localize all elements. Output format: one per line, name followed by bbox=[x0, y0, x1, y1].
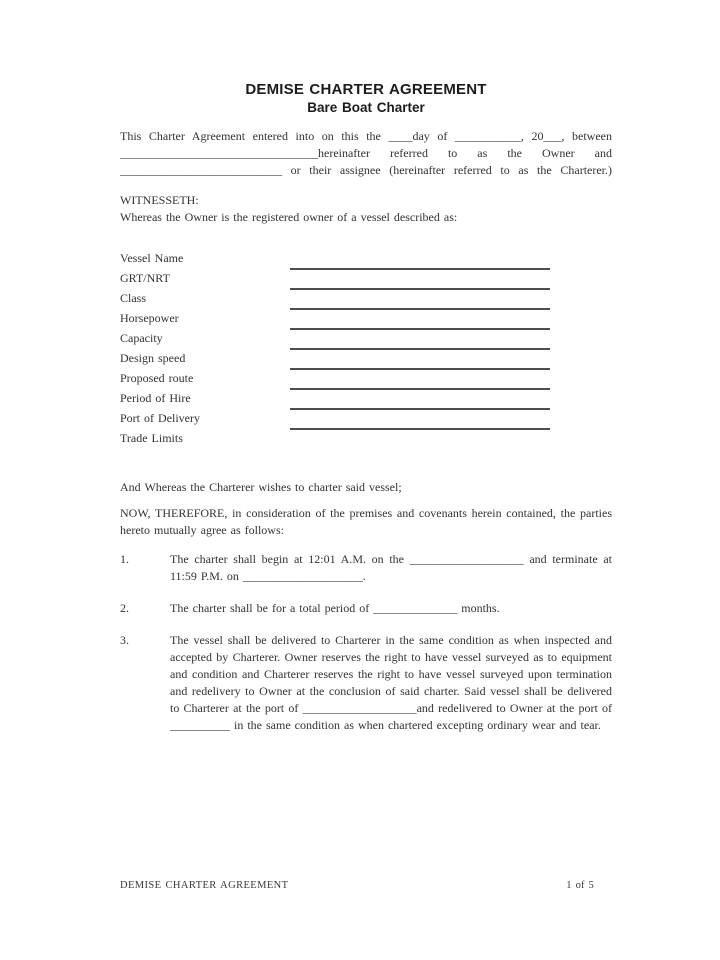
field-label: Capacity bbox=[120, 331, 163, 345]
document-header bbox=[120, 80, 612, 117]
clause-text: The charter shall be for a total period of ______________ months. bbox=[170, 601, 500, 615]
clause-3 bbox=[120, 632, 612, 734]
field-row-vessel-name bbox=[120, 250, 612, 270]
field-row-horsepower bbox=[120, 310, 612, 330]
clause-2 bbox=[120, 600, 612, 617]
clause-number: 3. bbox=[120, 633, 129, 647]
field-row-capacity bbox=[120, 330, 612, 350]
field-row-grt-nrt bbox=[120, 270, 612, 290]
clause-1 bbox=[120, 551, 612, 585]
page-title: DEMISE CHARTER AGREEMENT bbox=[245, 81, 487, 98]
clause-number: 2. bbox=[120, 601, 129, 615]
field-label: Trade Limits bbox=[120, 431, 183, 445]
field-label: Port of Delivery bbox=[120, 411, 200, 425]
page-subtitle: Bare Boat Charter bbox=[307, 100, 425, 115]
field-label: Vessel Name bbox=[120, 251, 184, 265]
and-whereas-clause: And Whereas the Charterer wishes to charter said vessel; bbox=[120, 480, 402, 494]
field-label: Class bbox=[120, 291, 147, 305]
field-row-class bbox=[120, 290, 612, 310]
witnesseth-section bbox=[120, 192, 612, 226]
intro-paragraph: This Charter Agreement entered into on this the ____day of ___________, 20___, between _________________________________hereinafter referred to as the Owner and ___________________________ or their assignee (hereinafter referred to as the Charterer.) bbox=[120, 129, 612, 177]
footer-document-name: DEMISE CHARTER AGREEMENT bbox=[120, 880, 289, 891]
page-footer bbox=[120, 877, 612, 894]
clause-text: The charter shall begin at 12:01 A.M. on the ___________________ and terminate at 11:59 P.M. on ____________________. bbox=[170, 552, 612, 583]
now-therefore-clause: NOW, THEREFORE, in consideration of the premises and covenants herein contained, the parties hereto mutually agree as follows: bbox=[120, 506, 612, 537]
field-row-design-speed bbox=[120, 350, 612, 370]
witnesseth-heading: WITNESSETH: bbox=[120, 193, 199, 207]
field-label: GRT/NRT bbox=[120, 271, 170, 285]
vessel-fields bbox=[120, 250, 612, 450]
clause-text: The vessel shall be delivered to Charterer in the same condition as when inspected and accepted by Charterer. Owner reserves the right to have vessel surveyed as to equipment and condition and Charterer reserves the right to have vessel surveyed upon termination and redelivery to Owner at the conclusion of said charter. Said vessel shall be delivered to Charterer at the port of ___________________and redelivered to Owner at the port of __________ in the same condition as when chartered excepting ordinary wear and tear. bbox=[170, 633, 612, 732]
field-label: Proposed route bbox=[120, 371, 194, 385]
witnesseth-text: Whereas the Owner is the registered owner of a vessel described as: bbox=[120, 210, 458, 224]
footer-page-number: 1 of 5 bbox=[566, 880, 594, 891]
field-row-period-of-hire bbox=[120, 390, 612, 410]
numbered-clauses bbox=[120, 551, 612, 749]
field-label: Design speed bbox=[120, 351, 186, 365]
field-row-trade-limits bbox=[120, 430, 612, 450]
clause-number: 1. bbox=[120, 552, 129, 566]
field-row-port-of-delivery bbox=[120, 410, 612, 430]
field-label: Horsepower bbox=[120, 311, 179, 325]
field-label: Period of Hire bbox=[120, 391, 191, 405]
field-row-proposed-route bbox=[120, 370, 612, 390]
